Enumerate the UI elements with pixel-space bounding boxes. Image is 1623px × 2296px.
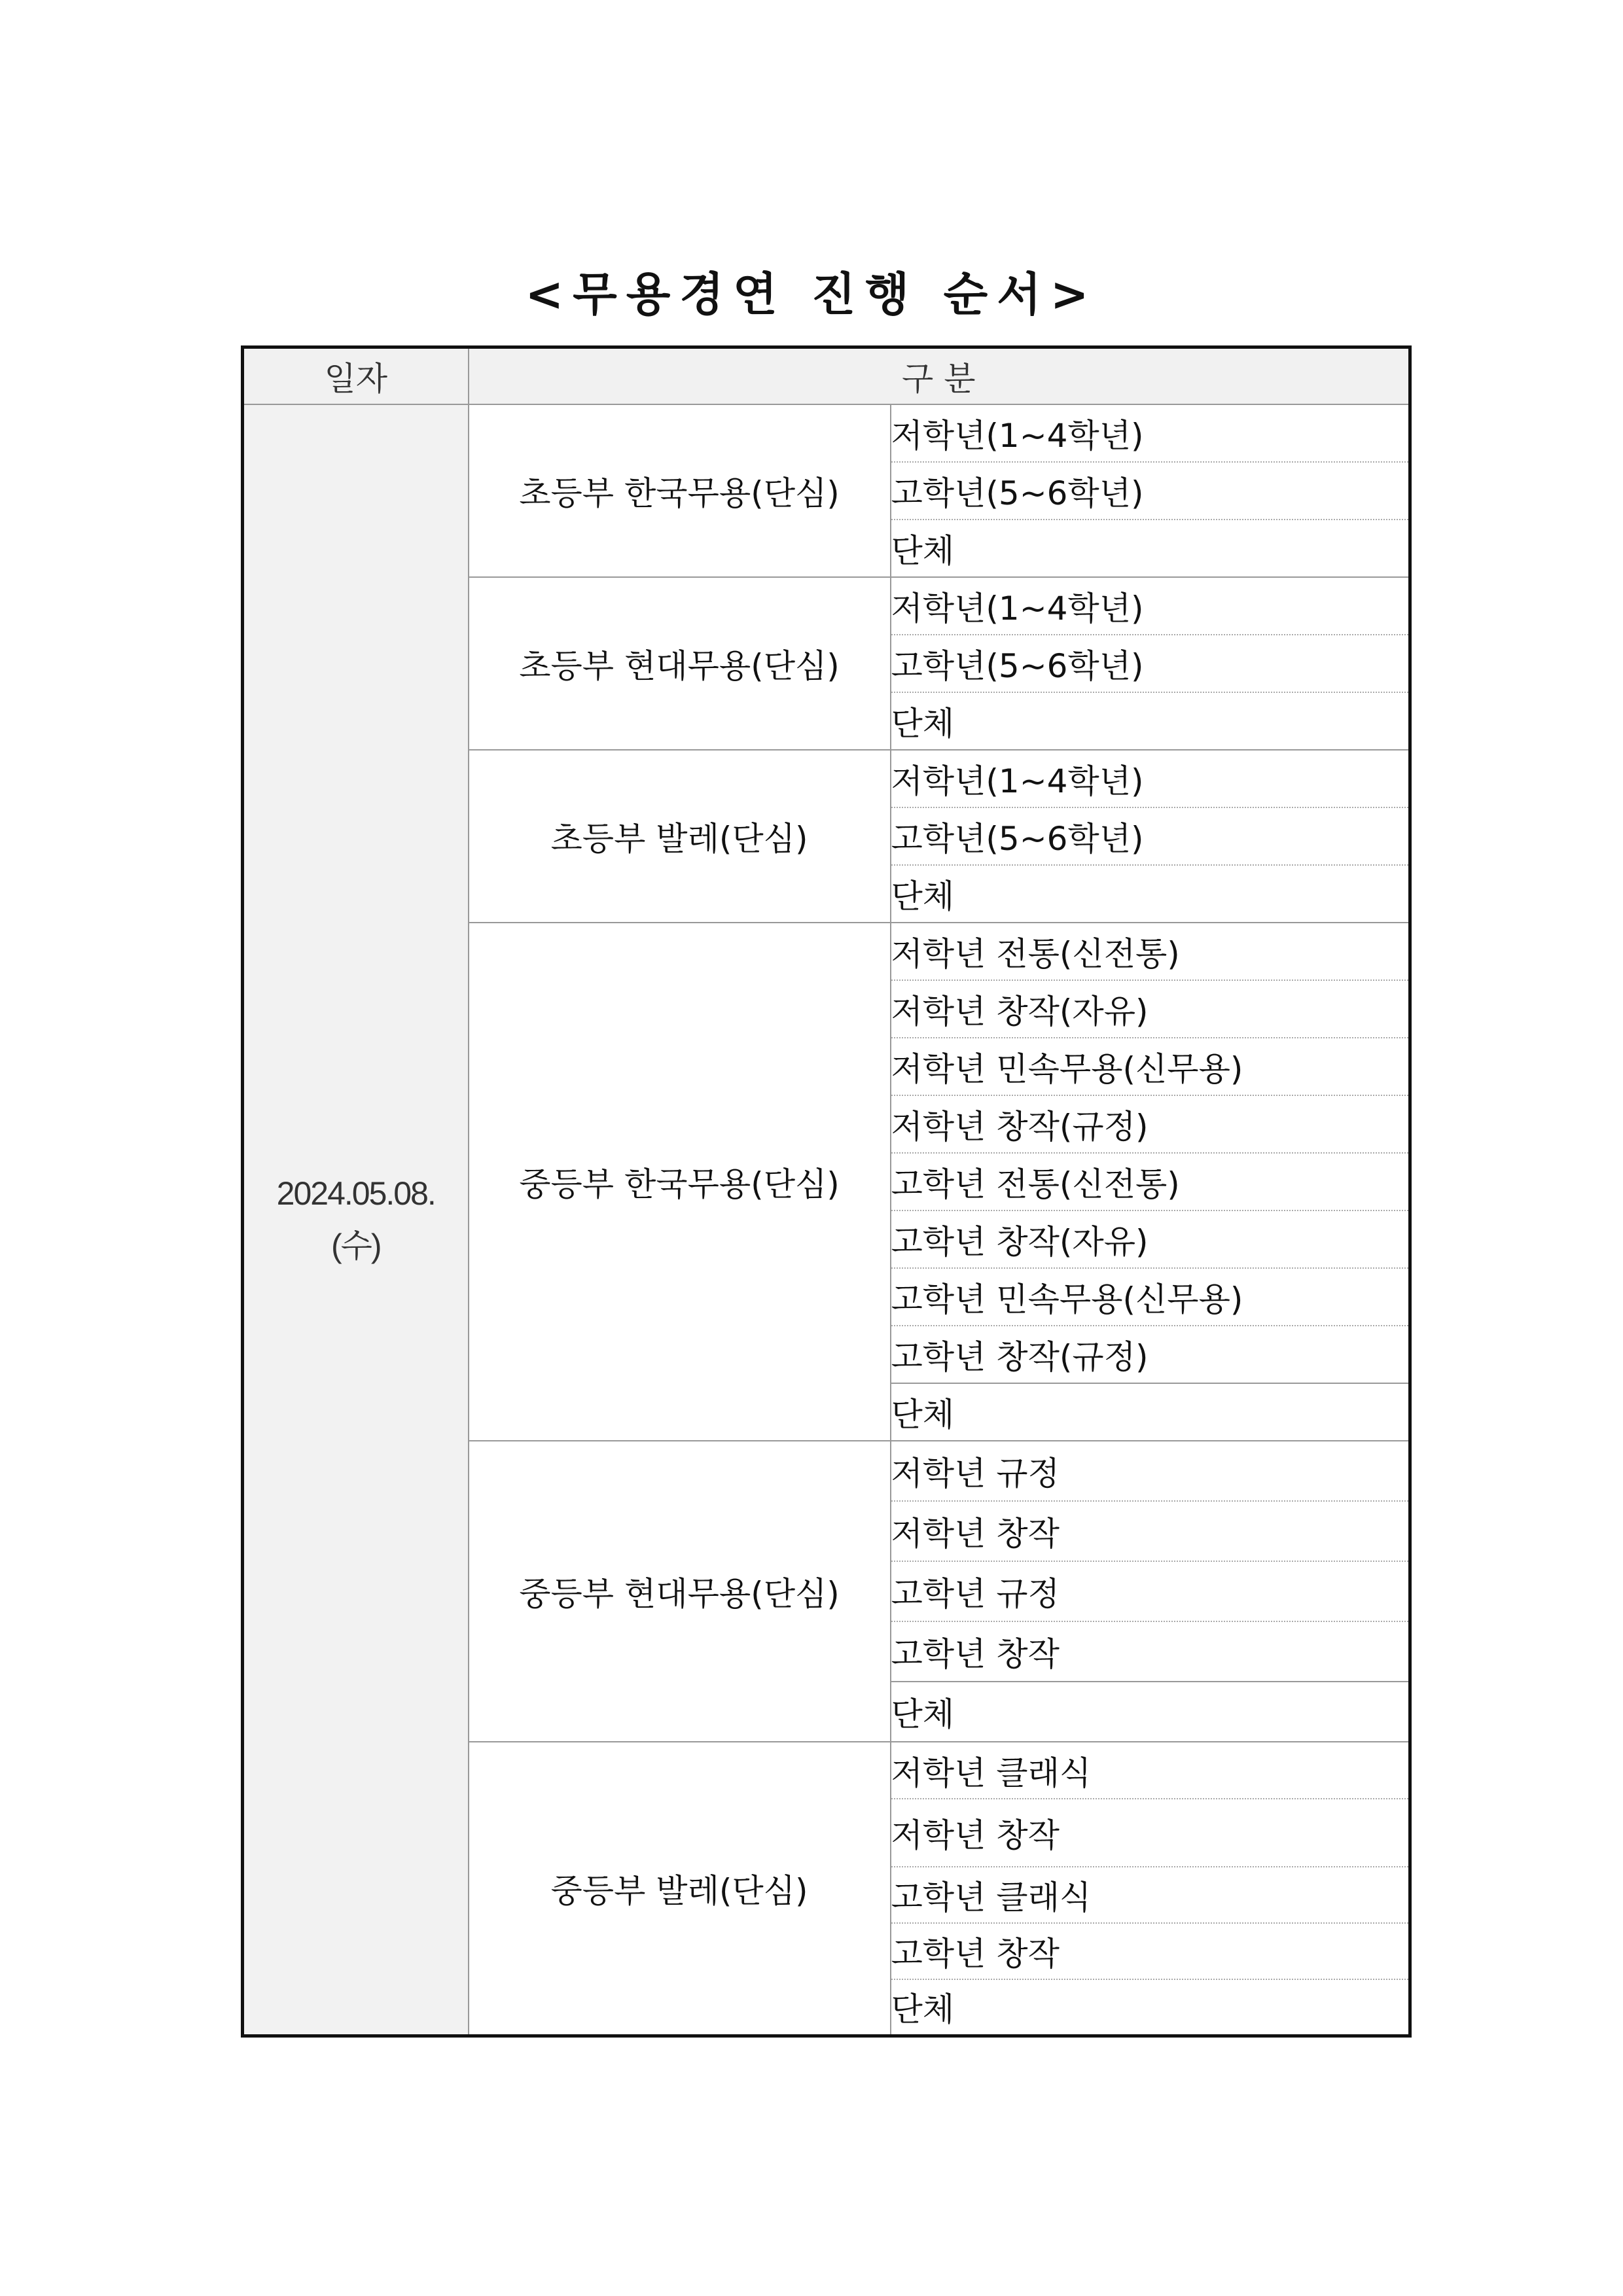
list-item: 단체	[891, 1979, 1410, 2036]
group-name: 초등부 한국무용(단심)	[469, 404, 891, 577]
list-item: 고학년 창작(자유)	[891, 1210, 1410, 1268]
list-item: 고학년 창작(규정)	[891, 1326, 1410, 1383]
schedule-table	[241, 345, 1412, 2038]
list-item: 저학년 전통(신전통)	[891, 923, 1410, 980]
date-column-header: 일자	[243, 347, 469, 405]
list-item: 단체	[891, 520, 1410, 577]
list-item: 단체	[891, 1383, 1410, 1441]
list-item: 고학년 민속무용(신무용)	[891, 1268, 1410, 1326]
list-item: 저학년 창작(규정)	[891, 1095, 1410, 1153]
list-item: 단체	[891, 692, 1410, 750]
list-item: 저학년(1~4학년)	[891, 417, 1144, 455]
list-item: 고학년(5~6학년)	[891, 462, 1410, 520]
list-item: 고학년 창작	[891, 1621, 1410, 1682]
list-item: 저학년 규정	[891, 1441, 1410, 1501]
table-row	[243, 404, 1410, 462]
list-item: 저학년(1~4학년)	[891, 750, 1410, 807]
page-title: <무용경연 진행 순서>	[525, 268, 1098, 321]
list-item: 고학년 창작	[891, 1923, 1410, 1979]
list-item: 저학년 창작(자유)	[891, 980, 1410, 1038]
list-item: 고학년 규정	[891, 1561, 1410, 1621]
list-item: 저학년 창작	[891, 1501, 1410, 1561]
list-item: 저학년(1~4학년)	[891, 577, 1410, 635]
list-item: 저학년 민속무용(신무용)	[891, 1038, 1410, 1095]
header-row	[243, 347, 1410, 405]
list-item: 고학년(5~6학년)	[891, 635, 1410, 692]
list-item: 저학년 클래식	[891, 1742, 1410, 1799]
group-name: 중등부 현대무용(단심)	[469, 1441, 891, 1742]
date-cell	[243, 404, 469, 2036]
list-item: 저학년 창작	[891, 1799, 1410, 1867]
list-item: 고학년 클래식	[891, 1867, 1410, 1923]
weekday-value: (수)	[330, 1227, 381, 1264]
group-name: 중등부 발레(단심)	[469, 1742, 891, 2036]
group-name: 중등부 한국무용(단심)	[469, 923, 891, 1441]
list-item: 고학년(5~6학년)	[891, 807, 1410, 865]
list-item: 단체	[891, 865, 1410, 923]
date-value: 2024.05.08.	[276, 1174, 435, 1212]
group-name: 초등부 발레(단심)	[469, 750, 891, 923]
list-item: 단체	[891, 1682, 1410, 1742]
category-column-header: 구 분	[469, 347, 1410, 405]
list-item: 고학년 전통(신전통)	[891, 1153, 1410, 1210]
group-name: 초등부 현대무용(단심)	[469, 577, 891, 750]
